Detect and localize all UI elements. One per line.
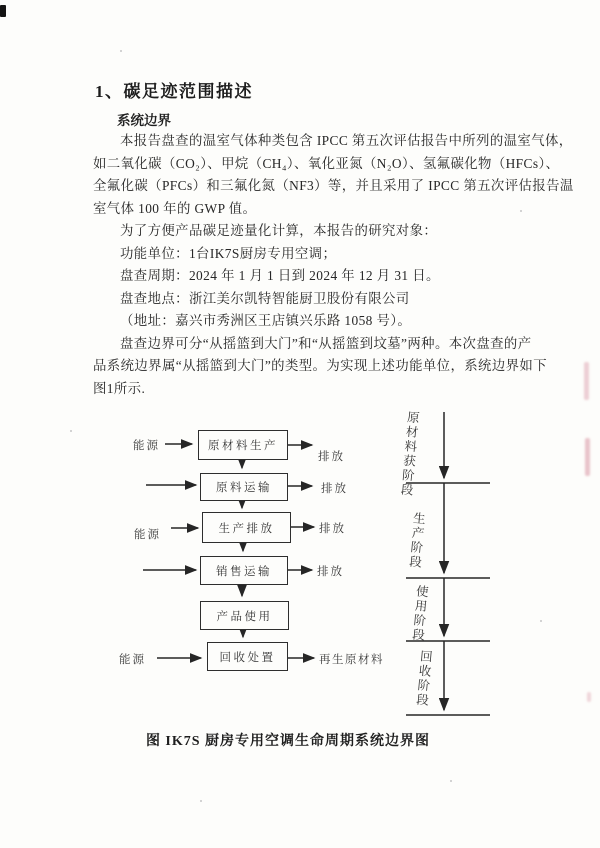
- emission-output-label: 排放: [319, 523, 346, 535]
- body-line: 品系统边界属“从摇篮到大门”的类型。为实现上述功能单位，系统边界如下: [93, 358, 547, 373]
- ink-bleed: [587, 692, 591, 702]
- energy-input-label: 能源: [133, 440, 160, 452]
- ink-bleed: [585, 438, 590, 476]
- energy-input-label: 能源: [134, 529, 161, 541]
- recycled-material-label: 再生原材料: [319, 654, 384, 666]
- emission-output-label: 排放: [317, 566, 344, 578]
- emission-output-label: 排放: [321, 483, 348, 495]
- process-box-recycling-disposal: 回收处置: [207, 642, 288, 671]
- ink-bleed: [584, 362, 589, 400]
- body-line: 如二氧化碳（CO₂）、甲烷（CH₄）、氧化亚氮（N₂O）、氢氟碳化物（HFCs）、: [93, 155, 560, 171]
- process-box-sales-transport: 销售运输: [200, 556, 288, 585]
- body-line: 图1所示.: [93, 380, 146, 396]
- process-box-product-use: 产品使用: [200, 601, 289, 630]
- scan-speckle: [70, 430, 72, 432]
- body-line: 室气体 100 年的 GWP 值。: [93, 200, 257, 216]
- process-box-production-emission: 生产排放: [202, 512, 291, 543]
- body-line: 全氟化碳（PFCs）和三氟化氮（NF3）等，并且采用了 IPCC 第五次评估报告温: [93, 178, 574, 193]
- body-line: 本报告盘查的温室气体种类包含 IPCC 第五次评估报告中所列的温室气体，: [120, 133, 573, 148]
- output-arrows: [287, 445, 314, 658]
- section-heading: 1、碳足迹范围描述: [95, 82, 253, 101]
- body-text: [93, 130, 574, 400]
- input-arrows: [143, 444, 201, 658]
- body-line: 盘查地点：浙江美尔凯特智能厨卫股份有限公司: [120, 290, 410, 306]
- scan-mark: [0, 5, 6, 17]
- body-line: 功能单位：1台IK7S厨房专用空调；: [120, 245, 337, 261]
- emission-output-label: 排放: [318, 451, 345, 463]
- stage-label-raw-material: 原材料获阶段: [398, 410, 420, 499]
- scan-speckle: [540, 620, 542, 622]
- energy-input-label: 能源: [119, 654, 146, 666]
- body-line: 盘查边界可分“从摇篮到大门”和“从摇篮到坟墓”两种。本次盘查的产: [120, 335, 532, 351]
- subsection-heading: 系统边界: [117, 113, 171, 128]
- scan-speckle: [450, 780, 452, 782]
- process-box-raw-material-transport: 原料运输: [200, 473, 288, 501]
- stage-label-production: 生产阶段: [406, 511, 426, 571]
- stage-label-use: 使用阶段: [409, 584, 429, 644]
- process-box-raw-material-production: 原材料生产: [198, 430, 288, 460]
- figure-caption: 图 IK7S 厨房专用空调生命周期系统边界图: [145, 734, 431, 749]
- scan-speckle: [120, 50, 122, 52]
- stage-label-recycling: 回收阶段: [413, 649, 433, 709]
- scan-speckle: [200, 800, 202, 802]
- body-line: 为了方便产品碳足迹量化计算，本报告的研究对象：: [120, 223, 438, 238]
- body-line: （地址：嘉兴市秀洲区王店镇兴乐路 1058 号）。: [120, 313, 412, 328]
- body-line: 盘查周期：2024 年 1 月 1 日到 2024 年 12 月 31 日。: [120, 268, 440, 283]
